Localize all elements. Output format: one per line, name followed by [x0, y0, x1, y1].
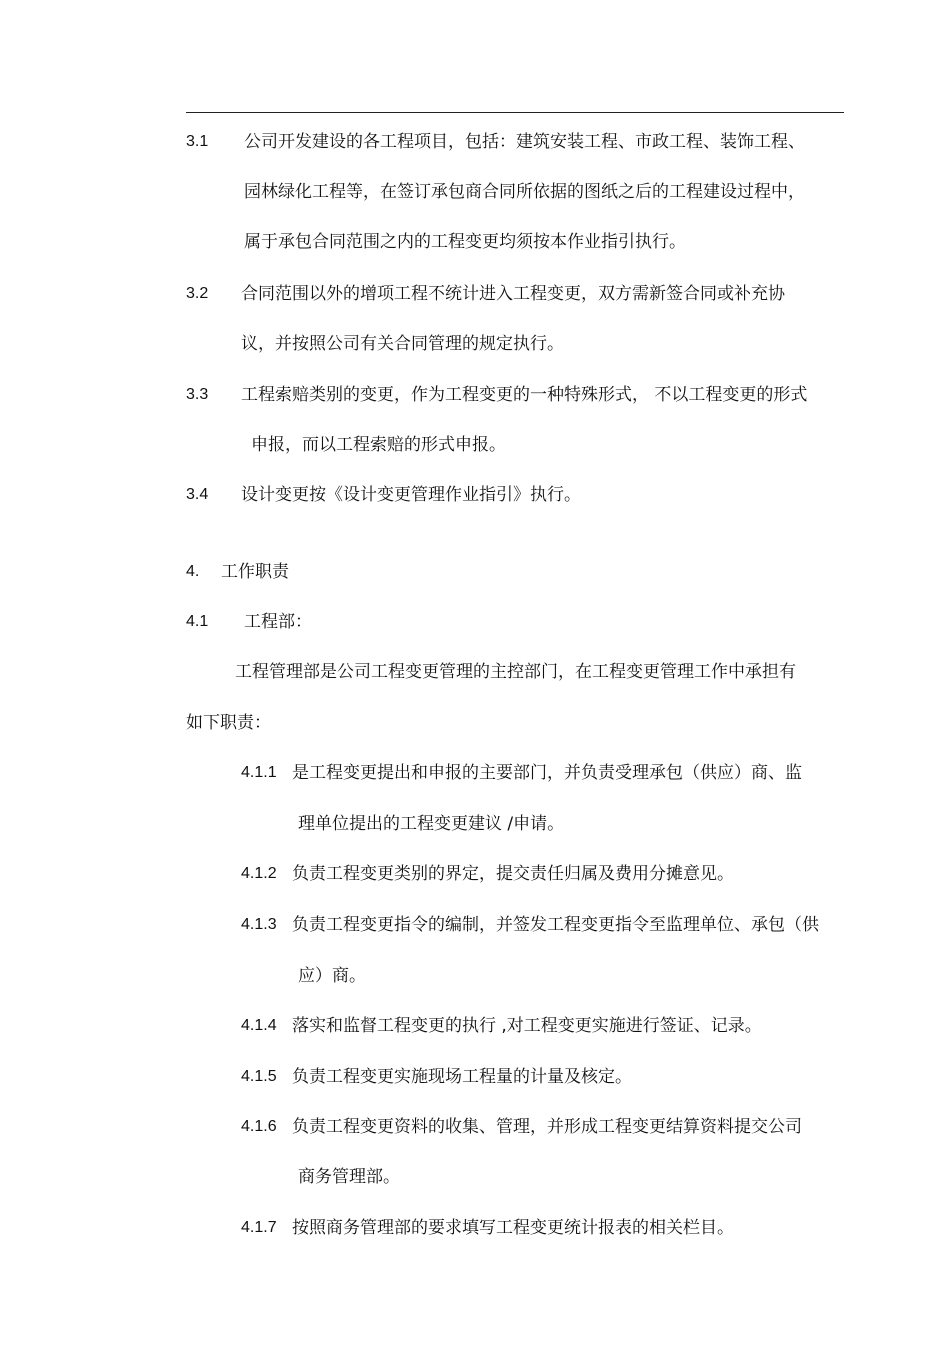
item-number-4-1-2: 4.1.2	[241, 865, 277, 882]
section-3-4-line-1: 设计变更按《设计变更管理作业指引》执行。	[241, 485, 581, 505]
item-4-1-2-line-1: 负责工程变更类别的界定，提交责任归属及费用分摊意见。	[292, 864, 734, 884]
section-number-3-3: 3.3	[186, 386, 209, 403]
section-4-title: 工作职责	[221, 562, 289, 582]
section-4-1-intro-line-1: 工程管理部是公司工程变更管理的主控部门，在工程变更管理工作中承担有	[235, 662, 796, 682]
item-number-4-1-6: 4.1.6	[241, 1118, 277, 1135]
section-3-1-line-1: 公司开发建设的各工程项目，包括：建筑安装工程、市政工程、装饰工程、	[244, 132, 805, 152]
item-4-1-3-line-2: 应）商。	[298, 966, 366, 986]
item-4-1-7-line-1: 按照商务管理部的要求填写工程变更统计报表的相关栏目。	[292, 1218, 734, 1238]
section-number-4: 4.	[186, 563, 200, 580]
section-number-4-1: 4.1	[186, 613, 209, 630]
item-4-1-6-line-2: 商务管理部。	[298, 1167, 400, 1187]
item-4-1-1-line-1: 是工程变更提出和申报的主要部门，并负责受理承包（供应）商、监	[292, 763, 802, 783]
item-number-4-1-7: 4.1.7	[241, 1219, 277, 1236]
section-number-3-4: 3.4	[186, 486, 209, 503]
section-number-3-1: 3.1	[186, 133, 209, 150]
item-4-1-5-line-1: 负责工程变更实施现场工程量的计量及核定。	[292, 1067, 632, 1087]
section-3-2-line-1: 合同范围以外的增项工程不统计进入工程变更，双方需新签合同或补充协	[241, 284, 785, 304]
section-4-1-intro-line-2: 如下职责：	[186, 713, 271, 733]
item-4-1-1-line-2: 理单位提出的工程变更建议 /申请。	[298, 814, 565, 834]
item-number-4-1-1: 4.1.1	[241, 764, 277, 781]
section-3-1-line-3: 属于承包合同范围之内的工程变更均须按本作业指引执行。	[244, 232, 686, 252]
section-3-3-line-2: 申报，而以工程索赔的形式申报。	[251, 435, 506, 455]
section-number-3-2: 3.2	[186, 285, 209, 302]
item-4-1-4-line-1: 落实和监督工程变更的执行 ,对工程变更实施进行签证、记录。	[292, 1016, 762, 1036]
header-rule	[186, 112, 844, 113]
section-3-1-line-2: 园林绿化工程等，在签订承包商合同所依据的图纸之后的工程建设过程中，	[244, 182, 805, 202]
item-4-1-3-line-1: 负责工程变更指令的编制，并签发工程变更指令至监理单位、承包（供	[292, 915, 819, 935]
section-3-3-line-1: 工程索赔类别的变更，作为工程变更的一种特殊形式， 不以工程变更的形式	[241, 385, 808, 405]
section-4-1-title: 工程部：	[244, 612, 312, 632]
item-number-4-1-4: 4.1.4	[241, 1017, 277, 1034]
item-number-4-1-3: 4.1.3	[241, 916, 277, 933]
section-3-2-line-2: 议，并按照公司有关合同管理的规定执行。	[241, 334, 564, 354]
item-number-4-1-5: 4.1.5	[241, 1068, 277, 1085]
item-4-1-6-line-1: 负责工程变更资料的收集、管理，并形成工程变更结算资料提交公司	[292, 1117, 802, 1137]
